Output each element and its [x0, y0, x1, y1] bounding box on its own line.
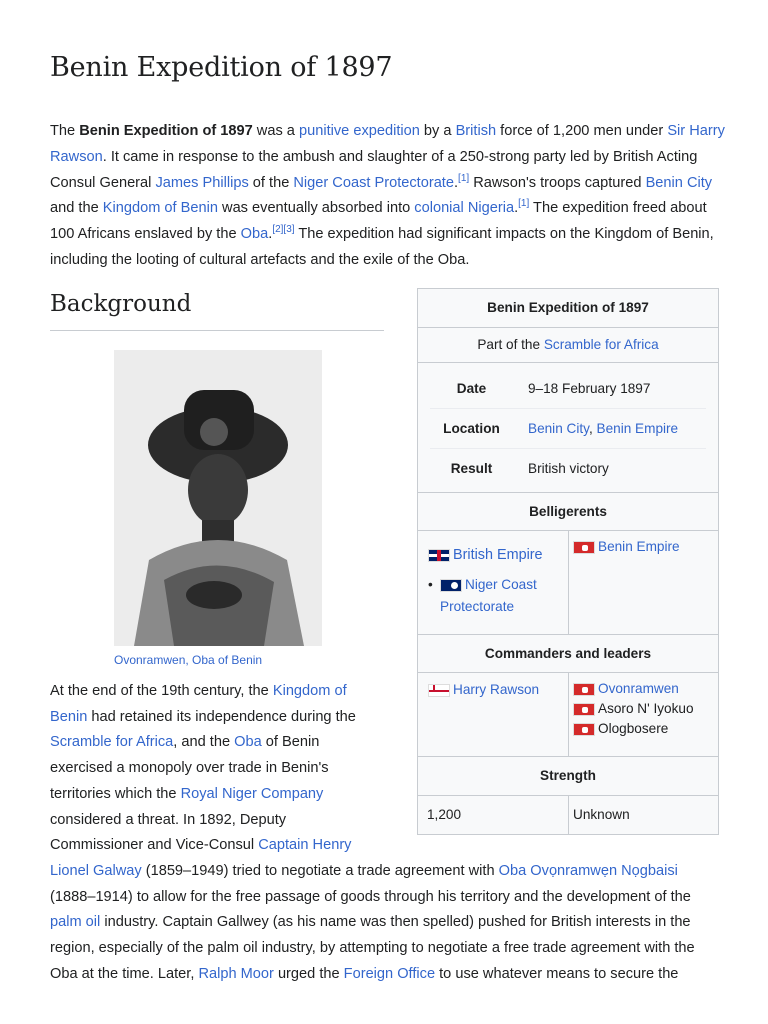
commander-asoro: Asoro N' Iyokuo — [598, 700, 694, 716]
link-benin-empire-location[interactable]: Benin Empire — [596, 421, 679, 436]
infobox-date-row — [430, 369, 706, 409]
link-ovonramwen[interactable]: Ovonramwen — [598, 681, 679, 696]
link-british-empire[interactable]: British Empire — [453, 547, 543, 563]
belligerents-row — [418, 531, 718, 635]
date-label: Date — [456, 381, 487, 396]
niger-coast-item — [428, 574, 568, 618]
link-niger-coast-protectorate[interactable]: Niger Coast Protectorate — [293, 174, 454, 191]
belligerent-british — [418, 531, 568, 634]
link-kingdom-of-benin[interactable]: Kingdom of Benin — [102, 200, 218, 217]
infobox-spacer — [376, 679, 726, 854]
link-punitive-expedition[interactable]: punitive expedition — [298, 123, 420, 139]
benin-flag-icon — [573, 541, 595, 554]
link-james-phillips[interactable]: James Phillips — [155, 174, 249, 191]
strength-british: 1,200 — [427, 807, 462, 822]
link-palm-oil[interactable]: palm oil — [50, 914, 101, 931]
link-oba-body[interactable]: Oba — [234, 734, 262, 751]
link-colonial-nigeria[interactable]: colonial Nigeria — [414, 200, 515, 217]
citation-ref-1b[interactable]: [1] — [518, 198, 530, 210]
link-royal-niger-company[interactable]: Royal Niger Company — [180, 785, 324, 802]
citation-ref-2-3[interactable]: [2][3] — [272, 224, 295, 236]
background-paragraph: At the end of the 19th century, the Kingdom of Benin had retained its independence during the Scramble for Africa, and the Oba of Benin exercised a monopoly over trade in Benin's territories which the Royal Niger Company considered a threat. In 1892, Deputy Commissioner and Vice-Consul Captain Henry Lionel Galway (1859–1949) tried to negotiate a trade agreement with Oba Ovọnramwẹn Nọgbaisi (1888–1914) to allow for the free passage of goods through his territory and the development of the palm oil industry. Captain Gallwey (as his name was then spelled) pushed for British interests in the region, especially of the palm oil industry, by attempting to negotiate a free trade agreement with the Oba at the time. Later, Ralph Moor urged the Foreign Office to use whatever means to secure the — [50, 679, 726, 987]
infobox-result-row — [430, 449, 706, 488]
commander-ologbosere: Ologbosere — [598, 720, 669, 736]
link-benin-city[interactable]: Benin City — [645, 174, 713, 191]
uk-flag-icon — [428, 549, 450, 562]
link-scramble-for-africa[interactable]: Scramble for Africa — [50, 734, 174, 751]
link-benin-city-infobox[interactable]: Benin City — [528, 421, 589, 436]
link-foreign-office[interactable]: Foreign Office — [343, 965, 436, 982]
link-scramble-for-africa-infobox[interactable]: Scramble for Africa — [543, 337, 659, 352]
bullet-icon: • — [428, 577, 433, 592]
infobox-title: Benin Expedition of 1897 — [418, 289, 718, 328]
citation-ref-1[interactable]: [1] — [458, 172, 470, 184]
link-kingdom-of-benin-body[interactable]: Kingdom of Benin — [50, 683, 347, 725]
belligerents-heading: Belligerents — [418, 493, 718, 531]
infobox-part-of: Part of the Scramble for Africa — [418, 328, 718, 363]
link-benin-empire[interactable]: Benin Empire — [598, 539, 680, 554]
section-heading-background: Background — [50, 291, 384, 331]
commanders-heading: Commanders and leaders — [418, 635, 718, 673]
page-title: Benin Expedition of 1897 — [50, 52, 393, 83]
link-niger-coast-protectorate-infobox[interactable]: Niger Coast Protectorate — [440, 577, 537, 614]
location-value: Benin City, Benin Empire — [528, 421, 679, 436]
infobox-location-row — [430, 409, 706, 449]
link-sir-harry-rawson[interactable]: Sir Harry Rawson — [50, 123, 725, 165]
portrait-caption — [114, 653, 262, 667]
date-value: 9–18 February 1897 — [528, 381, 651, 396]
link-british[interactable]: British — [455, 123, 497, 139]
link-oba[interactable]: Oba — [240, 226, 269, 243]
lead-paragraph: The Benin Expedition of 1897 was a punitive expedition by a British force of 1,200 men under Sir Harry Rawson. It came in response to the ambush and slaughter of a 250-strong party led by British Acting Consul General James Phillips of the Niger Coast Protectorate.[1] Rawson's troops captured Benin City and the Kingdom of Benin was eventually absorbed into colonial Nigeria.[1] The expedition freed about 100 Africans enslaved by the Oba.[2][3] The expedition had significant impacts on the Kingdom of Benin, including the looting of cultural artefacts and the exile of the Oba. — [50, 123, 725, 268]
result-value: British victory — [528, 461, 609, 476]
location-label: Location — [443, 421, 500, 436]
link-oba-ovonramwen[interactable]: Oba Ovọnramwẹn Nọgbaisi — [498, 862, 678, 879]
lead-bold-title: Benin Expedition of 1897 — [79, 123, 253, 139]
link-harry-rawson[interactable]: Harry Rawson — [453, 682, 540, 697]
strength-benin: Unknown — [568, 796, 718, 834]
belligerent-benin — [568, 531, 718, 634]
infobox-details — [418, 363, 718, 493]
portrait-image[interactable] — [114, 350, 322, 646]
link-captain-henry-lionel-galway[interactable]: Captain Henry Lionel Galway — [50, 837, 352, 879]
link-ralph-moor[interactable]: Ralph Moor — [198, 965, 274, 982]
niger-coast-flag-icon — [440, 579, 462, 592]
portrait-drawing — [114, 350, 322, 646]
result-label: Result — [450, 461, 493, 476]
portrait-caption-link[interactable]: Ovonramwen, Oba of Benin — [114, 653, 263, 667]
strength-heading: Strength — [418, 757, 718, 796]
